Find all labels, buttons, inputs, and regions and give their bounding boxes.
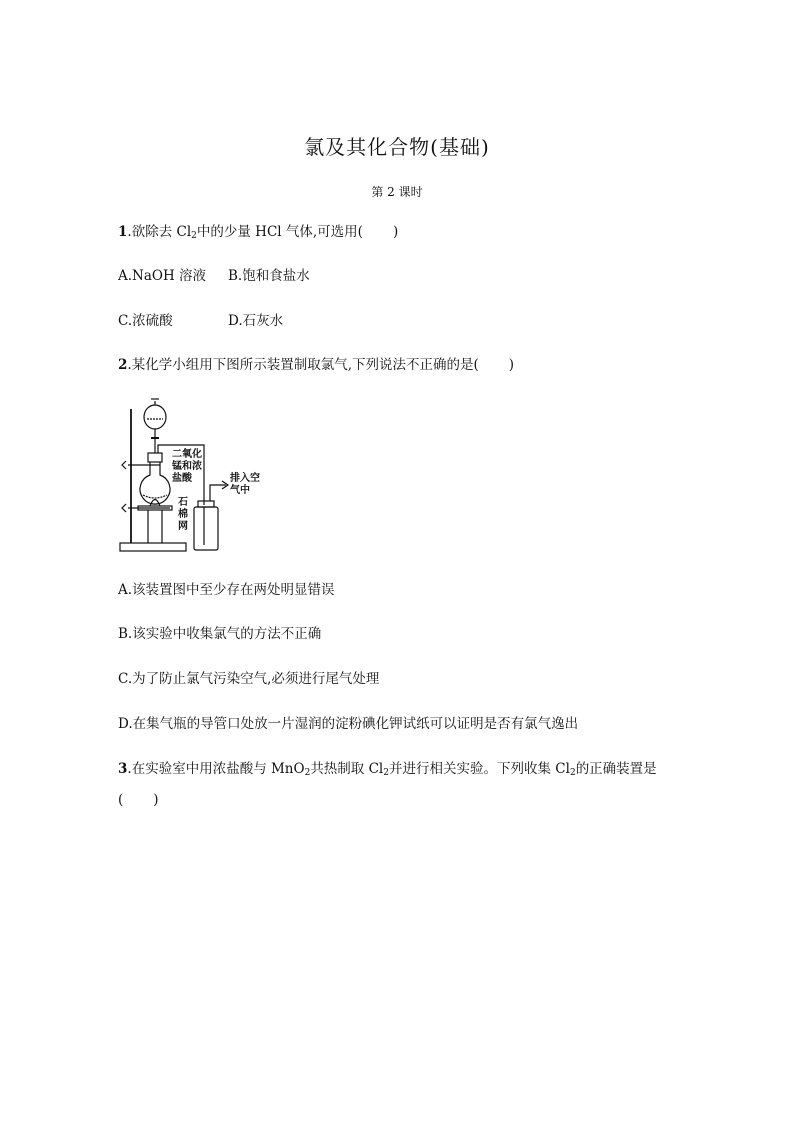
label-exhaust-1: 排入空: [230, 473, 260, 484]
flame: [150, 500, 160, 507]
label-reagent-1: 二氧化: [172, 449, 202, 460]
clamp-lower-knob: [122, 504, 126, 512]
question-3-stem: 3.在实验室中用浓盐酸与 MnO$_2$共热制取 $Cl_2$并进行相关实验。下列收集 $Cl_2$的正确装置是: [118, 761, 657, 778]
bottle-stopper: [198, 501, 214, 507]
question-1-option-c: C.浓硫酸: [118, 313, 173, 329]
question-number: 1: [118, 224, 128, 240]
page-subtitle: 第 2 课时: [371, 185, 423, 199]
label-exhaust-2: 气中: [230, 485, 250, 496]
label-gauze-2: 棉: [178, 509, 188, 520]
question-number: 2: [118, 357, 128, 373]
question-2-stem: 2.某化学小组用下图所示装置制取氯气,下列说法不正确的是( ): [118, 357, 515, 373]
question-2-option-c: C.为了防止氯气污染空气,必须进行尾气处理: [118, 671, 380, 687]
gas-collecting-bottle: [194, 507, 218, 550]
question-1-option-a: A.NaOH 溶液: [118, 268, 207, 284]
question-1-stem: 1.欲除去 $Cl_2$中的少量 HCl 气体,可选用( ): [118, 224, 399, 241]
chlorine-apparatus-diagram: [118, 395, 278, 555]
question-1-option-d: D.石灰水: [228, 313, 284, 329]
page-title: 氯及其化合物(基础): [304, 135, 490, 159]
label-reagent-2: 锰和浓: [172, 461, 202, 472]
question-number: 3: [118, 761, 128, 777]
label-gauze-1: 石: [178, 497, 188, 508]
stopper: [148, 453, 162, 462]
question-3-answer-blank: ( ): [118, 792, 159, 808]
separatory-funnel: [144, 405, 166, 429]
question-1-option-b: B.饱和食盐水: [228, 268, 310, 284]
clamp-upper-knob: [122, 461, 126, 469]
question-2-option-b: B.该实验中收集氯气的方法不正确: [118, 626, 322, 642]
question-2-option-a: A.该装置图中至少存在两处明显错误: [118, 582, 335, 598]
label-reagent-3: 盐酸: [172, 473, 192, 484]
label-gauze-3: 网: [178, 521, 188, 532]
question-2-option-d: D.在集气瓶的导管口处放一片湿润的淀粉碘化钾试纸可以证明是否有氯气逸出: [118, 716, 579, 732]
stand-base: [120, 543, 186, 551]
